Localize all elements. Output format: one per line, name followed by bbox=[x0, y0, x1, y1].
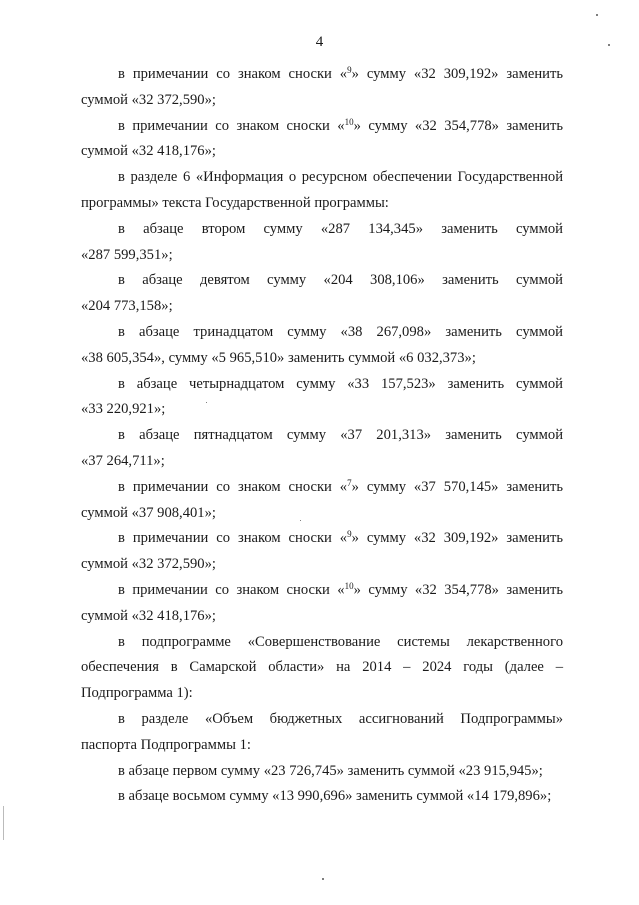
text-line: суммой «37 908,401»; bbox=[81, 504, 216, 521]
paragraph bbox=[81, 268, 563, 320]
page-number: 4 bbox=[315, 34, 324, 50]
text-line: паспорта Подпрограммы 1: bbox=[81, 736, 251, 753]
paragraph bbox=[81, 217, 563, 269]
scan-speck bbox=[608, 44, 610, 46]
text-line: «287 599,351»; bbox=[81, 246, 173, 263]
text-line: в примечании со знаком сноски «$^{10}$» сумму «32 354,778» заменить bbox=[118, 116, 563, 134]
text-line: суммой «32 418,176»; bbox=[81, 607, 216, 624]
text-line: суммой «32 372,590»; bbox=[81, 91, 216, 108]
text-line: в абзаце пятнадцатом сумму «37 201,313» заменить суммой bbox=[118, 427, 563, 444]
text-line: в абзаце втором сумму «287 134,345» заменить суммой bbox=[118, 220, 563, 237]
paragraph bbox=[81, 165, 563, 217]
paragraph bbox=[81, 759, 563, 785]
text-line: в абзаце девятом сумму «204 308,106» заменить суммой bbox=[118, 272, 563, 289]
text-line: «37 264,711»; bbox=[81, 452, 165, 469]
text-line: в примечании со знаком сноски «$^7$» сумму «37 570,145» заменить bbox=[118, 477, 563, 495]
document-body bbox=[81, 62, 563, 810]
text-line: «204 773,158»; bbox=[81, 298, 173, 315]
text-line: в примечании со знаком сноски «$^{10}$» сумму «32 354,778» заменить bbox=[118, 580, 563, 598]
scan-edge-mark bbox=[3, 806, 4, 840]
footnote-mark: 7 bbox=[347, 477, 352, 488]
footnote-mark: 10 bbox=[344, 580, 354, 591]
paragraph bbox=[81, 630, 563, 707]
text-line: суммой «32 418,176»; bbox=[81, 143, 216, 160]
text-line: обеспечения в Самарской области» на 2014 – 2024 годы (далее – bbox=[81, 659, 563, 676]
paragraph bbox=[81, 526, 563, 578]
paragraph bbox=[81, 423, 563, 475]
paragraph bbox=[81, 320, 563, 372]
text-line: «33 220,921»; bbox=[81, 401, 166, 418]
paragraph bbox=[81, 372, 563, 424]
text-line: Подпрограмма 1): bbox=[81, 685, 193, 702]
paragraph bbox=[81, 784, 563, 810]
text-line: в разделе 6 «Информация о ресурсном обеспечении Государственной bbox=[118, 169, 563, 186]
footnote-mark: 10 bbox=[344, 116, 354, 127]
text-line: в примечании со знаком сноски «$^9$» сумму «32 309,192» заменить bbox=[118, 65, 563, 82]
text-line: программы» текста Государственной программы: bbox=[81, 194, 389, 211]
text-line: в абзаце восьмом сумму «13 990,696» заменить суммой «14 179,896»; bbox=[118, 788, 552, 805]
scan-speck bbox=[322, 878, 324, 880]
paragraph bbox=[81, 114, 563, 166]
text-line: в подпрограмме «Совершенствование системы лекарственного bbox=[118, 633, 563, 650]
scan-speck bbox=[596, 14, 598, 16]
text-line: в абзаце четырнадцатом сумму «33 157,523» заменить суммой bbox=[118, 375, 563, 392]
text-line: в разделе «Объем бюджетных ассигнований Подпрограммы» bbox=[118, 710, 563, 727]
footnote-mark: 9 bbox=[347, 65, 352, 75]
footnote-mark: 9 bbox=[347, 529, 352, 540]
text-line: в абзаце первом сумму «23 726,745» заменить суммой «23 915,945»; bbox=[118, 762, 543, 779]
paragraph bbox=[81, 475, 563, 527]
paragraph bbox=[81, 578, 563, 630]
text-line: в абзаце тринадцатом сумму «38 267,098» заменить суммой bbox=[118, 323, 563, 340]
paragraph bbox=[81, 62, 563, 114]
scan-speck bbox=[300, 520, 301, 521]
paragraph bbox=[81, 707, 563, 759]
text-line: «38 605,354», сумму «5 965,510» заменить суммой «6 032,373»; bbox=[81, 349, 476, 366]
text-line: в примечании со знаком сноски «$^9$» сумму «32 309,192» заменить bbox=[118, 529, 563, 547]
text-line: суммой «32 372,590»; bbox=[81, 556, 216, 573]
scan-speck bbox=[206, 402, 207, 403]
